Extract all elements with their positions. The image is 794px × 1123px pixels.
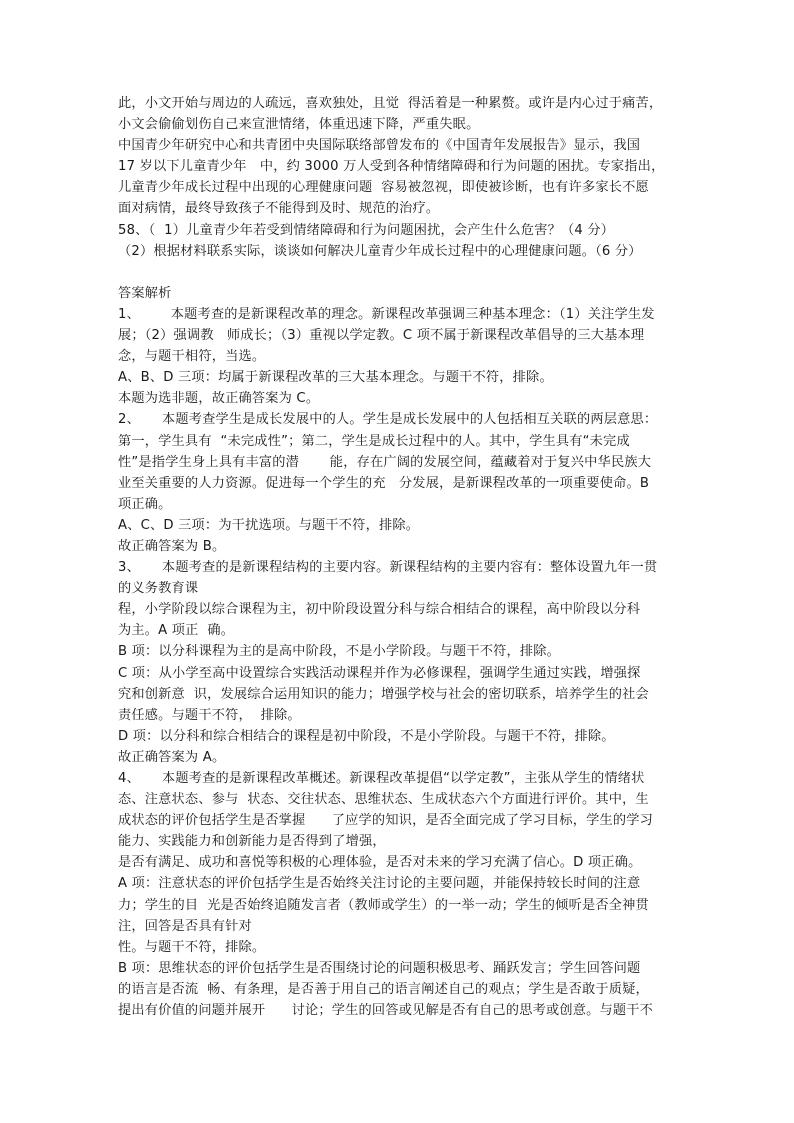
text-line: 中国青少年研究中心和共青团中央国际联络部曾发布的《中国青年发展报告》显示，我国 <box>118 138 641 154</box>
question-part-1 <box>118 220 686 241</box>
text-line: D 项：以分科和综合相结合的课程是初中阶段，不是小学阶段。与题干不符，排除。 <box>118 728 615 744</box>
question-part-2: （2）根据材料联系实际，谈谈如何解决儿童青少年成长过程中的心理健康问题。（6 分） <box>118 243 642 259</box>
text-line: 性”是指学生身上具有丰富的潜 能，存在广阔的发展空间，蕴藏着对于复兴中华民族大 <box>118 454 652 470</box>
text-line: 故正确答案为 B。 <box>118 538 226 554</box>
text-line: 业至关重要的人力资源。促进每一个学生的充 分发展，是新课程改革的一项重要使命。B <box>118 475 650 491</box>
text-line: 儿童青少年成长过程中出现的心理健康问题 容易被忽视，即使被诊断，也有许多家长不愿 <box>118 180 649 196</box>
text-line: 4、 本题考查的是新课程改革概述。新课程改革提倡“以学定教”，主张从学生的情绪状 <box>118 771 645 786</box>
text-line: 面对病情，最终导致孩子不能得到及时、规范的治疗。 <box>118 201 440 217</box>
text-line: 项正确。 <box>118 496 172 512</box>
question-58 <box>118 220 686 262</box>
text-line: 究和创新意 识，发展综合运用知识的能力；增强学校与社会的密切联系，培养学生的社会 <box>118 686 649 702</box>
text-line: 17 岁以下儿童青少年 中，约 3000 万人受到各种情绪障碍和行为问题的困扰。专家指出， <box>118 159 665 175</box>
answer-4 <box>118 768 686 1021</box>
text-line: B 项：思维状态的评价包括学生是否围绕讨论的问题积极思考、踊跃发言；学生回答问题 <box>118 960 641 976</box>
text-line: A 项：注意状态的评价包括学生是否始终关注讨论的主要问题，并能保持较长时间的注意 <box>118 876 641 892</box>
answer-3 <box>118 557 686 768</box>
text-line: 程，小学阶段以综合课程为主，初中阶段设置分科与综合相结合的课程，高中阶段以分科 <box>118 602 641 618</box>
answer-2 <box>118 409 686 557</box>
text-line: 能力、实践能力和创新能力是否得到了增强， <box>118 834 386 850</box>
question-number: 58、 <box>118 222 149 238</box>
text-line: 本题为选非题，故正确答案为 C。 <box>118 391 320 407</box>
text-line: 责任感。与题干不符， 排除。 <box>118 707 301 723</box>
text-line: 1、 本题考查的是新课程改革的理念。新课程改革强调三种基本理念：（1）关注学生发 <box>118 306 655 322</box>
text-line: 是否有满足、成功和喜悦等积极的心理体验，是否对未来的学习充满了信心。D 项正确。 <box>118 855 642 871</box>
text-line: 注，回答是否具有针对 <box>118 918 252 934</box>
spacer <box>118 262 686 283</box>
document-page <box>118 93 686 1021</box>
answer-heading: 答案解析 <box>118 285 172 301</box>
answer-1 <box>118 304 686 409</box>
text-line: 此，小文开始与周边的人疏远，喜欢独处，且觉 得活着是一种累赘。或许是内心过于痛苦， <box>118 96 663 111</box>
question-part-1-text: （ 1）儿童青少年若受到情绪障碍和行为问题困扰，会产生什么危害？（4 分） <box>148 222 615 238</box>
text-line: 力；学生的目 光是否始终追随发言者（教师或学生）的一举一动；学生的倾听是否全神贯 <box>118 897 649 913</box>
text-line: 第一，学生具有 “未完成性”；第二，学生是成长过程中的人。其中，学生具有“未完成 <box>118 433 630 449</box>
text-line: 小文会偷偷划伤自己来宣泄情绪，体重迅速下降，严重失眠。 <box>118 117 480 133</box>
text-line: 念，与题干相符，当选。 <box>118 349 266 365</box>
text-line: A、B、D 三项：均属于新课程改革的三大基本理念。与题干不符，排除。 <box>118 370 553 386</box>
text-line: 态、注意状态、参与 状态、交往状态、思维状态、生成状态六个方面进行评价。其中，生 <box>118 792 649 808</box>
text-line: 为主。A 项正 确。 <box>118 623 235 639</box>
text-line: 提出有价值的问题并展开 讨论；学生的回答或见解是否有自己的思考或创意。与题干不 <box>118 1003 654 1019</box>
intro-passage <box>118 93 686 220</box>
text-line: B 项：以分科课程为主的是高中阶段，不是小学阶段。与题干不符，排除。 <box>118 644 561 660</box>
text-line: A、C、D 三项：为干扰选项。与题干不符，排除。 <box>118 517 420 533</box>
text-line: 故正确答案为 A。 <box>118 749 226 765</box>
text-line: 成状态的评价包括学生是否掌握 了应学的知识，是否全面完成了学习目标，学生的学习 <box>118 813 654 829</box>
text-line: 的语言是否流 畅、有条理，是否善于用自己的语言阐述自己的观点；学生是否敢于质疑， <box>118 981 649 997</box>
text-line: 的义务教育课 <box>118 581 199 597</box>
text-line: 展；（2）强调教 师成长；（3）重视以学定教。C 项不属于新课程改革倡导的三大基本理 <box>118 328 645 344</box>
text-line: 性。与题干不符，排除。 <box>118 939 266 955</box>
text-line: C 项：从小学至高中设置综合实践活动课程并作为必修课程，强调学生通过实践，增强探 <box>118 665 641 681</box>
text-line: 2、 本题考查学生是成长发展中的人。学生是成长发展中的人包括相互关联的两层意思： <box>118 412 658 428</box>
text-line: 3、 本题考查的是新课程结构的主要内容。新课程结构的主要内容有：整体设置九年一贯 <box>118 560 658 576</box>
